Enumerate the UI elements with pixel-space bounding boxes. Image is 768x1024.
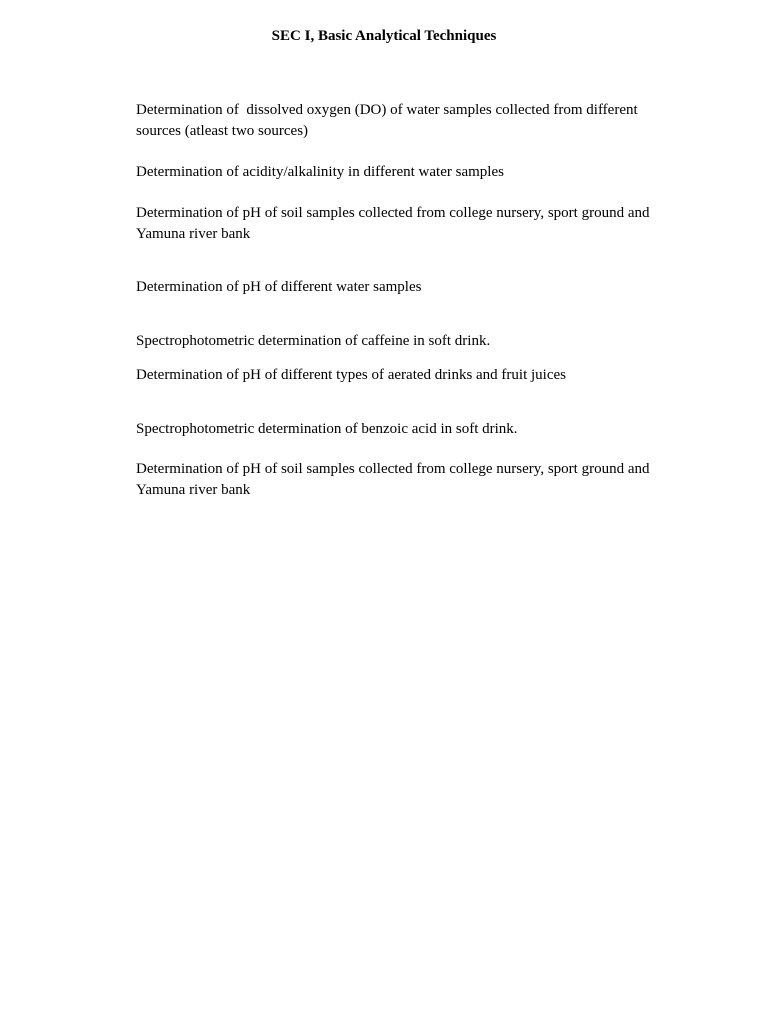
list-item: Determination of pH of different water samples [136,279,422,295]
list-item: Determination of dissolved oxygen (DO) of water samples collected from different sources (atleast two sources) [136,102,642,139]
list-item: Determination of pH of soil samples collected from college nursery, sport ground and Yamuna river bank [136,461,653,498]
list-item: Spectrophotometric determination of caffeine in soft drink. [136,333,491,349]
list-item: Spectrophotometric determination of benzoic acid in soft drink. [136,421,518,437]
list-item: Determination of pH of soil samples collected from college nursery, sport ground and Yamuna river bank [136,205,653,242]
list-item: Determination of pH of different types of aerated drinks and fruit juices [136,367,566,383]
list-item: Determination of acidity/alkalinity in different water samples [136,164,504,180]
page-title: SEC I, Basic Analytical Techniques [271,28,497,44]
